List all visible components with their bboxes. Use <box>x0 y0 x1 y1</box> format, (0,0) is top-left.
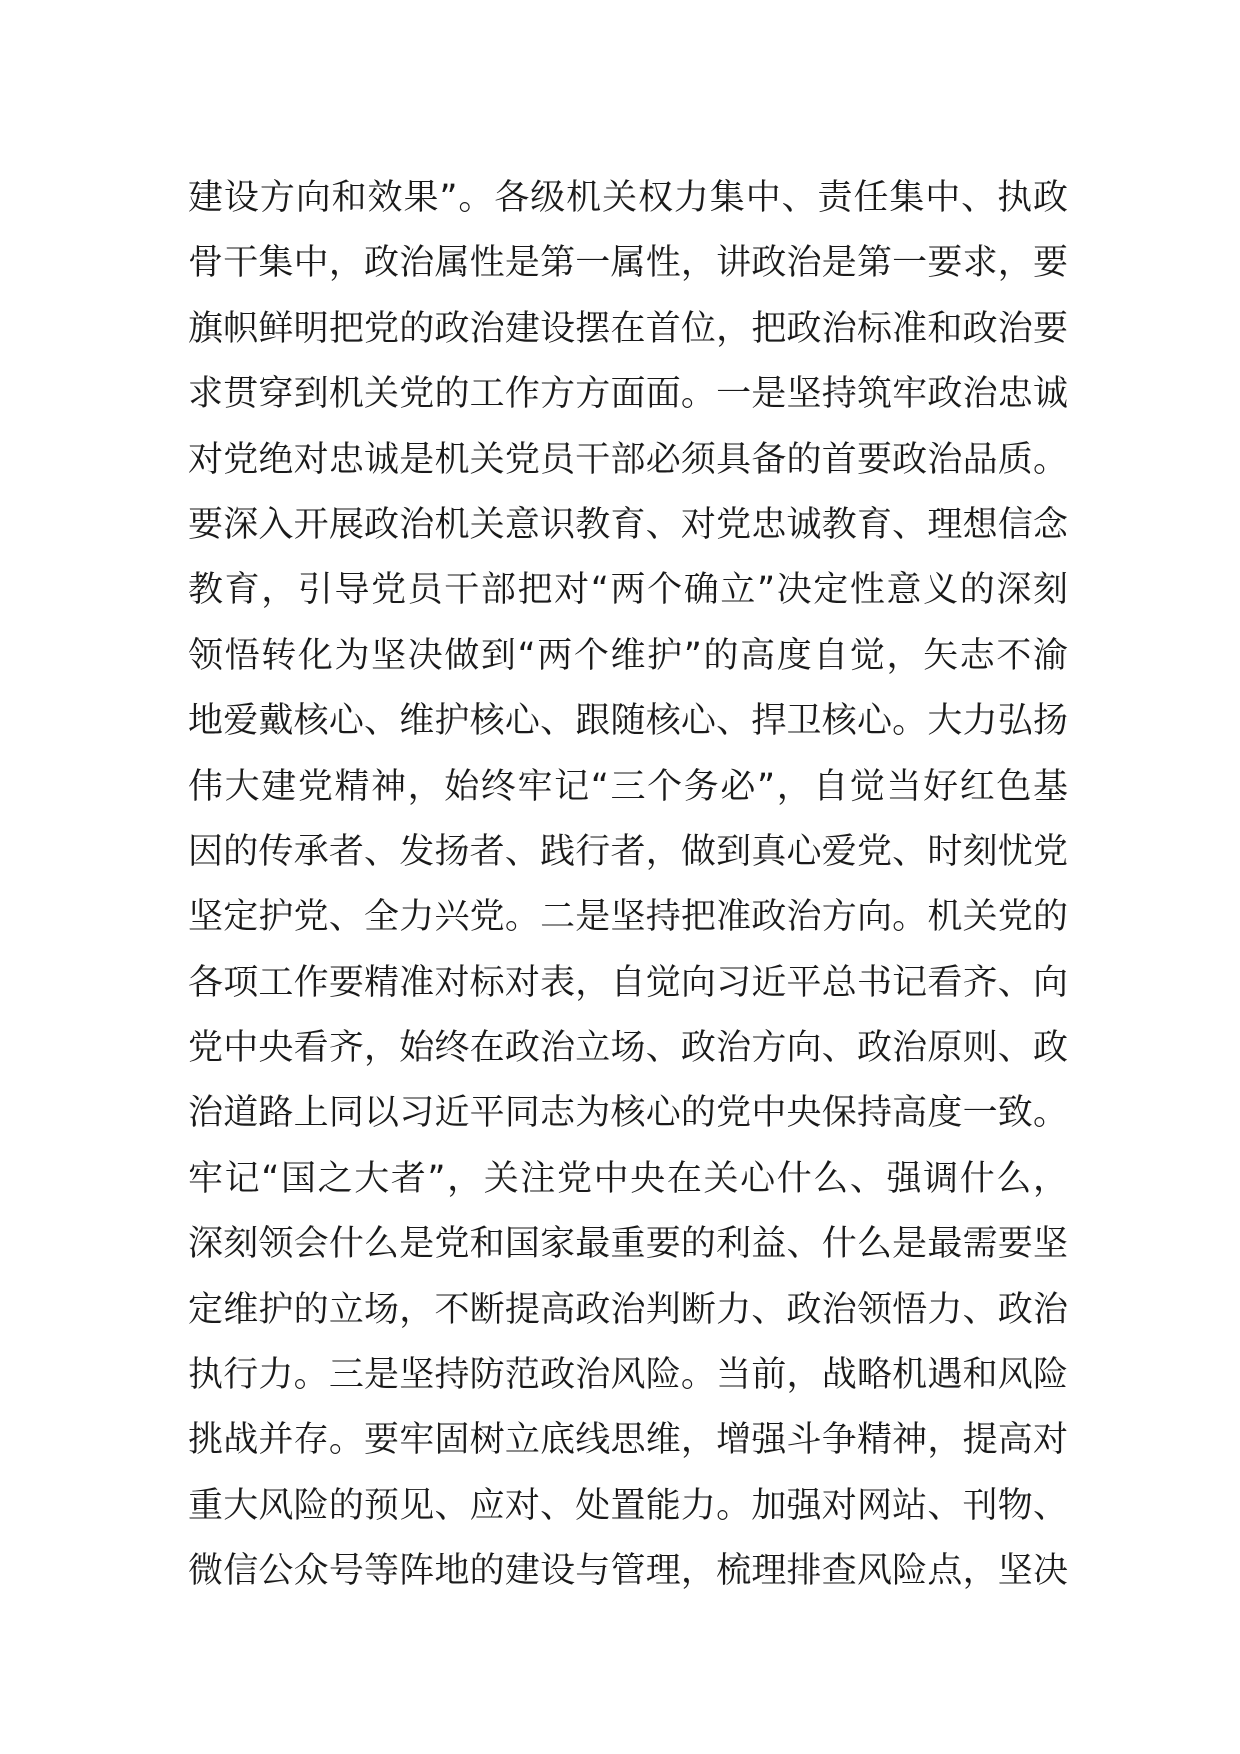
text-line: 教育，引导党员干部把对“两个确立”决定性意义的深刻 <box>188 570 1068 611</box>
text-line: 牢记“国之大者”，关注党中央在关心什么、强调什么， <box>188 1158 1068 1199</box>
text-line: 深刻领会什么是党和国家最重要的利益、什么是最需要坚 <box>188 1224 1068 1265</box>
text-line: 对党绝对忠诚是机关党员干部必须具备的首要政治品质。 <box>188 439 1068 480</box>
text-line: 领悟转化为坚决做到“两个维护”的高度自觉，矢志不渝 <box>188 635 1068 676</box>
text-line: 要深入开展政治机关意识教育、对党忠诚教育、理想信念 <box>188 504 1068 545</box>
text-line: 因的传承者、发扬者、践行者，做到真心爱党、时刻忧党 <box>188 831 1068 872</box>
text-line: 旗帜鲜明把党的政治建设摆在首位，把政治标准和政治要 <box>188 308 1068 349</box>
text-line: 建设方向和效果”。各级机关权力集中、责任集中、执政 <box>188 178 1068 218</box>
text-line: 伟大建党精神，始终牢记“三个务必”，自觉当好红色基 <box>188 766 1068 807</box>
text-line: 挑战并存。要牢固树立底线思维，增强斗争精神，提高对 <box>188 1420 1068 1461</box>
text-line: 地爱戴核心、维护核心、跟随核心、捍卫核心。大力弘扬 <box>188 701 1068 742</box>
text-line: 各项工作要精准对标对表，自觉向习近平总书记看齐、向 <box>188 962 1068 1003</box>
text-line: 重大风险的预见、应对、处置能力。加强对网站、刊物、 <box>188 1485 1068 1526</box>
text-line: 执行力。三是坚持防范政治风险。当前，战略机遇和风险 <box>188 1355 1068 1396</box>
text-line: 坚定护党、全力兴党。二是坚持把准政治方向。机关党的 <box>188 897 1068 938</box>
text-line: 治道路上同以习近平同志为核心的党中央保持高度一致。 <box>188 1093 1068 1134</box>
text-line: 骨干集中，政治属性是第一属性，讲政治是第一要求，要 <box>188 243 1068 284</box>
text-line: 定维护的立场，不断提高政治判断力、政治领悟力、政治 <box>188 1289 1068 1330</box>
text-line: 党中央看齐，始终在政治立场、政治方向、政治原则、政 <box>188 1028 1068 1069</box>
body-text <box>188 166 1068 1605</box>
text-line: 微信公众号等阵地的建设与管理，梳理排查风险点，坚决 <box>188 1551 1068 1592</box>
text-line: 求贯穿到机关党的工作方方面面。一是坚持筑牢政治忠诚 <box>188 374 1068 415</box>
